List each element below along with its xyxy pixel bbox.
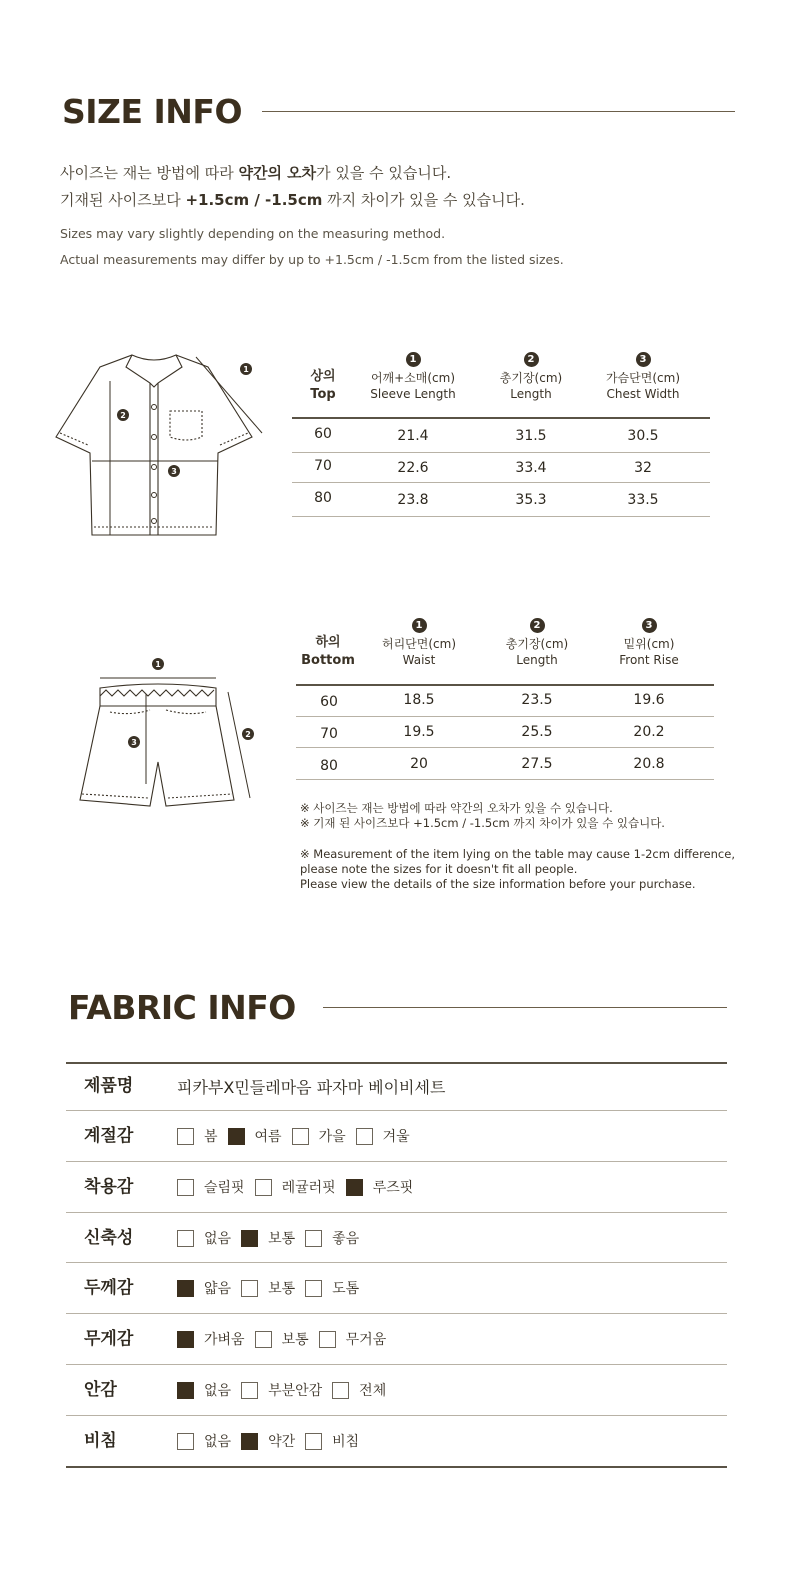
fabric-option-label: 없음 <box>204 1231 232 1247</box>
top-col-3-ko: 가슴단면(cm) <box>605 371 681 385</box>
bottom-row-v2: 27.5 <box>521 756 553 772</box>
top-col-3 <box>582 350 704 402</box>
bottom-row-v3: 20.2 <box>633 724 665 740</box>
bottom-col-1-en: Waist <box>402 653 436 667</box>
fabric-option[interactable] <box>241 1380 322 1400</box>
fabric-option-label: 없음 <box>204 1434 232 1450</box>
bottom-row-rule <box>296 747 714 748</box>
bottom-row-size: 70 <box>320 726 338 742</box>
fabric-option-label: 보통 <box>268 1231 296 1247</box>
fabric-option[interactable] <box>292 1126 346 1146</box>
fabric-info-title: FABRIC INFO <box>68 988 296 1027</box>
bottom-row-rule <box>296 779 714 780</box>
marker-2: 2 <box>245 730 251 739</box>
fabric-option-label: 슬림핏 <box>204 1180 245 1196</box>
top-col-1-en: Sleeve Length <box>370 387 456 401</box>
bottom-col-2-ko: 총기장(cm) <box>505 637 569 651</box>
top-row-v2: 33.4 <box>515 460 547 476</box>
notes-ko <box>300 801 665 831</box>
checkbox-unchecked[interactable] <box>255 1331 272 1348</box>
bottom-row-v1: 19.5 <box>403 724 435 740</box>
bottom-label-en: Bottom <box>301 653 355 668</box>
top-row-size: 80 <box>314 490 332 506</box>
top-label <box>298 368 348 404</box>
fabric-option-label: 루즈핏 <box>372 1180 414 1196</box>
top-header-rule <box>292 417 710 419</box>
bottom-row-v1: 20 <box>410 756 428 772</box>
fabric-option-label: 봄 <box>204 1129 218 1145</box>
bottom-col-1 <box>358 616 480 668</box>
fabric-option[interactable] <box>177 1431 231 1451</box>
fabric-option-label: 전체 <box>359 1383 387 1399</box>
checkbox-checked[interactable] <box>177 1331 194 1348</box>
fabric-option[interactable] <box>255 1329 309 1349</box>
note-ko-1: ※ 사이즈는 재는 방법에 따라 약간의 오차가 있을 수 있습니다. <box>300 801 613 815</box>
fabric-option-label: 무거움 <box>345 1332 387 1348</box>
fabric-option-label: 보통 <box>281 1332 309 1348</box>
bottom-row-v2: 25.5 <box>521 724 553 740</box>
bottom-col-3-en: Front Rise <box>619 653 679 667</box>
fabric-product-label: 제품명 <box>84 1076 134 1096</box>
fabric-row-options <box>177 1162 423 1212</box>
size-note-ko-1 <box>60 162 451 183</box>
fabric-row <box>66 1365 727 1415</box>
top-row-size: 60 <box>314 426 332 442</box>
size-note-ko-1c: 가 있을 수 있습니다. <box>316 164 452 182</box>
top-row-v1: 23.8 <box>397 492 429 508</box>
size-info-title: SIZE INFO <box>62 92 242 131</box>
checkbox-checked[interactable] <box>228 1128 245 1145</box>
size-note-en-1: Sizes may vary slightly depending on the measuring method. <box>60 226 446 241</box>
fabric-row-options <box>177 1111 420 1161</box>
fabric-row-label: 신축성 <box>84 1228 134 1248</box>
fabric-option-label: 없음 <box>204 1383 232 1399</box>
top-row-rule <box>292 516 710 517</box>
fabric-row-options <box>177 1416 369 1466</box>
fabric-row <box>66 1111 727 1161</box>
top-col-2-en: Length <box>510 387 552 401</box>
fabric-option[interactable] <box>177 1329 245 1349</box>
checkbox-checked[interactable] <box>241 1433 258 1450</box>
top-col-1-ko: 어깨+소매(cm) <box>370 371 456 385</box>
fabric-option-label: 레귤러핏 <box>281 1180 336 1196</box>
fabric-option-label: 가을 <box>318 1129 346 1145</box>
fabric-row-label: 계절감 <box>84 1126 134 1146</box>
fabric-option-label: 좋음 <box>332 1231 360 1247</box>
bottom-row-v2: 23.5 <box>521 692 553 708</box>
notes-en <box>300 847 735 892</box>
fabric-row-label: 비침 <box>84 1431 117 1451</box>
top-row-v2: 31.5 <box>515 428 547 444</box>
top-row-v1: 21.4 <box>397 428 429 444</box>
fabric-row-product <box>66 1063 727 1110</box>
bottom-col-1-ko: 허리단면(cm) <box>381 637 457 651</box>
checkbox-unchecked[interactable] <box>177 1179 194 1196</box>
bottom-col-1-num: 1 <box>412 618 427 633</box>
fabric-option[interactable] <box>241 1228 295 1248</box>
top-row-v3: 30.5 <box>627 428 659 444</box>
shirt-diagram <box>50 345 275 550</box>
top-row-size: 70 <box>314 458 332 474</box>
size-info-rule <box>262 111 735 112</box>
fabric-option[interactable] <box>319 1329 387 1349</box>
fabric-info-rule <box>323 1007 727 1008</box>
fabric-option[interactable] <box>177 1126 218 1146</box>
note-en-1: ※ Measurement of the item lying on the table may cause 1-2cm difference, <box>300 847 735 861</box>
marker-1: 1 <box>243 365 249 374</box>
fabric-option[interactable] <box>346 1177 414 1197</box>
top-label-en: Top <box>310 387 336 402</box>
fabric-product-name: 피카부X민들레마음 파자마 베이비세트 <box>177 1078 446 1097</box>
bottom-row-v3: 20.8 <box>633 756 665 772</box>
top-col-2-num: 2 <box>524 352 539 367</box>
fabric-row-label: 안감 <box>84 1380 117 1400</box>
bottom-col-3 <box>588 616 710 668</box>
fabric-row-label: 착용감 <box>84 1177 134 1197</box>
size-note-ko-2 <box>60 189 525 210</box>
note-en-2: please note the sizes for it doesn't fit all people. <box>300 862 578 876</box>
size-note-ko-1a: 사이즈는 재는 방법에 따라 <box>60 164 239 182</box>
fabric-row-options <box>177 1365 396 1415</box>
fabric-option[interactable] <box>305 1228 359 1248</box>
fabric-row-options <box>177 1263 369 1313</box>
size-note-ko-2a: 기재된 사이즈보다 <box>60 191 186 209</box>
fabric-option[interactable] <box>177 1228 231 1248</box>
checkbox-unchecked[interactable] <box>241 1382 258 1399</box>
bottom-row-size: 80 <box>320 758 338 774</box>
fabric-option[interactable] <box>356 1126 410 1146</box>
fabric-row-label: 두께감 <box>84 1278 134 1298</box>
bottom-col-2-en: Length <box>516 653 558 667</box>
fabric-row <box>66 1213 727 1263</box>
fabric-row-rule <box>66 1466 727 1468</box>
checkbox-unchecked[interactable] <box>177 1433 194 1450</box>
marker-1: 1 <box>155 660 161 669</box>
checkbox-unchecked[interactable] <box>177 1230 194 1247</box>
size-note-en-2: Actual measurements may differ by up to +1.5cm / -1.5cm from the listed sizes. <box>60 252 564 267</box>
checkbox-unchecked[interactable] <box>356 1128 373 1145</box>
fabric-row <box>66 1416 727 1466</box>
fabric-option[interactable] <box>305 1278 359 1298</box>
bottom-size-table <box>296 612 714 784</box>
fabric-row-options <box>177 1314 396 1364</box>
fabric-row-options <box>177 1213 369 1263</box>
bottom-col-2-num: 2 <box>530 618 545 633</box>
fabric-option[interactable] <box>177 1177 245 1197</box>
marker-3: 3 <box>171 467 177 476</box>
bottom-row-v3: 19.6 <box>633 692 665 708</box>
fabric-row-label: 무게감 <box>84 1329 134 1349</box>
fabric-option-label: 비침 <box>332 1434 360 1450</box>
fabric-option[interactable] <box>241 1431 295 1451</box>
size-note-ko-2c: 까지 차이가 있을 수 있습니다. <box>322 191 525 209</box>
fabric-row <box>66 1263 727 1313</box>
marker-2: 2 <box>120 411 126 420</box>
checkbox-checked[interactable] <box>177 1280 194 1297</box>
top-col-1-num: 1 <box>406 352 421 367</box>
bottom-col-2 <box>476 616 598 668</box>
checkbox-unchecked[interactable] <box>305 1280 322 1297</box>
bottom-row-size: 60 <box>320 694 338 710</box>
checkbox-unchecked[interactable] <box>305 1230 322 1247</box>
bottom-label <box>296 634 360 670</box>
fabric-option[interactable] <box>255 1177 336 1197</box>
checkbox-checked[interactable] <box>241 1230 258 1247</box>
checkbox-unchecked[interactable] <box>177 1128 194 1145</box>
fabric-product-value-wrap <box>177 1063 445 1110</box>
top-row-rule <box>292 452 710 453</box>
bottom-label-ko: 하의 <box>315 635 341 650</box>
top-row-v1: 22.6 <box>397 460 429 476</box>
top-col-3-en: Chest Width <box>606 387 680 401</box>
checkbox-unchecked[interactable] <box>292 1128 309 1145</box>
checkbox-checked[interactable] <box>177 1382 194 1399</box>
checkbox-unchecked[interactable] <box>255 1179 272 1196</box>
fabric-option-label: 부분안감 <box>268 1383 323 1399</box>
fabric-option-label: 얇음 <box>204 1281 232 1297</box>
fabric-option[interactable] <box>332 1380 386 1400</box>
checkbox-unchecked[interactable] <box>305 1433 322 1450</box>
fabric-option[interactable] <box>177 1380 231 1400</box>
fabric-option-label: 약간 <box>268 1434 296 1450</box>
fabric-option-label: 가벼움 <box>204 1332 245 1348</box>
top-row-v2: 35.3 <box>515 492 547 508</box>
size-note-ko-2b: +1.5cm / -1.5cm <box>185 191 323 209</box>
checkbox-unchecked[interactable] <box>332 1382 349 1399</box>
fabric-option[interactable] <box>305 1431 359 1451</box>
fabric-row <box>66 1162 727 1212</box>
fabric-option[interactable] <box>228 1126 282 1146</box>
note-en-3: Please view the details of the size information before your purchase. <box>300 877 696 891</box>
top-col-2-ko: 총기장(cm) <box>499 371 563 385</box>
fabric-option-label: 보통 <box>268 1281 296 1297</box>
fabric-option-label: 여름 <box>254 1129 282 1145</box>
top-row-v3: 32 <box>634 460 652 476</box>
bottom-col-3-ko: 밑위(cm) <box>623 637 675 651</box>
size-note-ko-1b: 약간의 오차 <box>238 164 317 182</box>
fabric-row <box>66 1314 727 1364</box>
fabric-option[interactable] <box>177 1278 231 1298</box>
marker-3: 3 <box>131 738 137 747</box>
checkbox-checked[interactable] <box>346 1179 363 1196</box>
fabric-option-label: 겨울 <box>382 1129 410 1145</box>
fabric-option[interactable] <box>241 1278 295 1298</box>
fabric-option-label: 도톰 <box>332 1281 360 1297</box>
top-size-table <box>292 346 710 518</box>
checkbox-unchecked[interactable] <box>319 1331 336 1348</box>
top-col-1 <box>352 350 474 402</box>
top-label-ko: 상의 <box>310 369 336 384</box>
bottom-row-rule <box>296 716 714 717</box>
shorts-diagram <box>70 650 265 830</box>
top-row-rule <box>292 482 710 483</box>
bottom-row-v1: 18.5 <box>403 692 435 708</box>
top-col-3-num: 3 <box>636 352 651 367</box>
top-row-v3: 33.5 <box>627 492 659 508</box>
note-ko-2: ※ 기재 된 사이즈보다 +1.5cm / -1.5cm 까지 차이가 있을 수 있습니다. <box>300 816 665 830</box>
bottom-col-3-num: 3 <box>642 618 657 633</box>
checkbox-unchecked[interactable] <box>241 1280 258 1297</box>
top-col-2 <box>470 350 592 402</box>
bottom-header-rule <box>296 684 714 686</box>
